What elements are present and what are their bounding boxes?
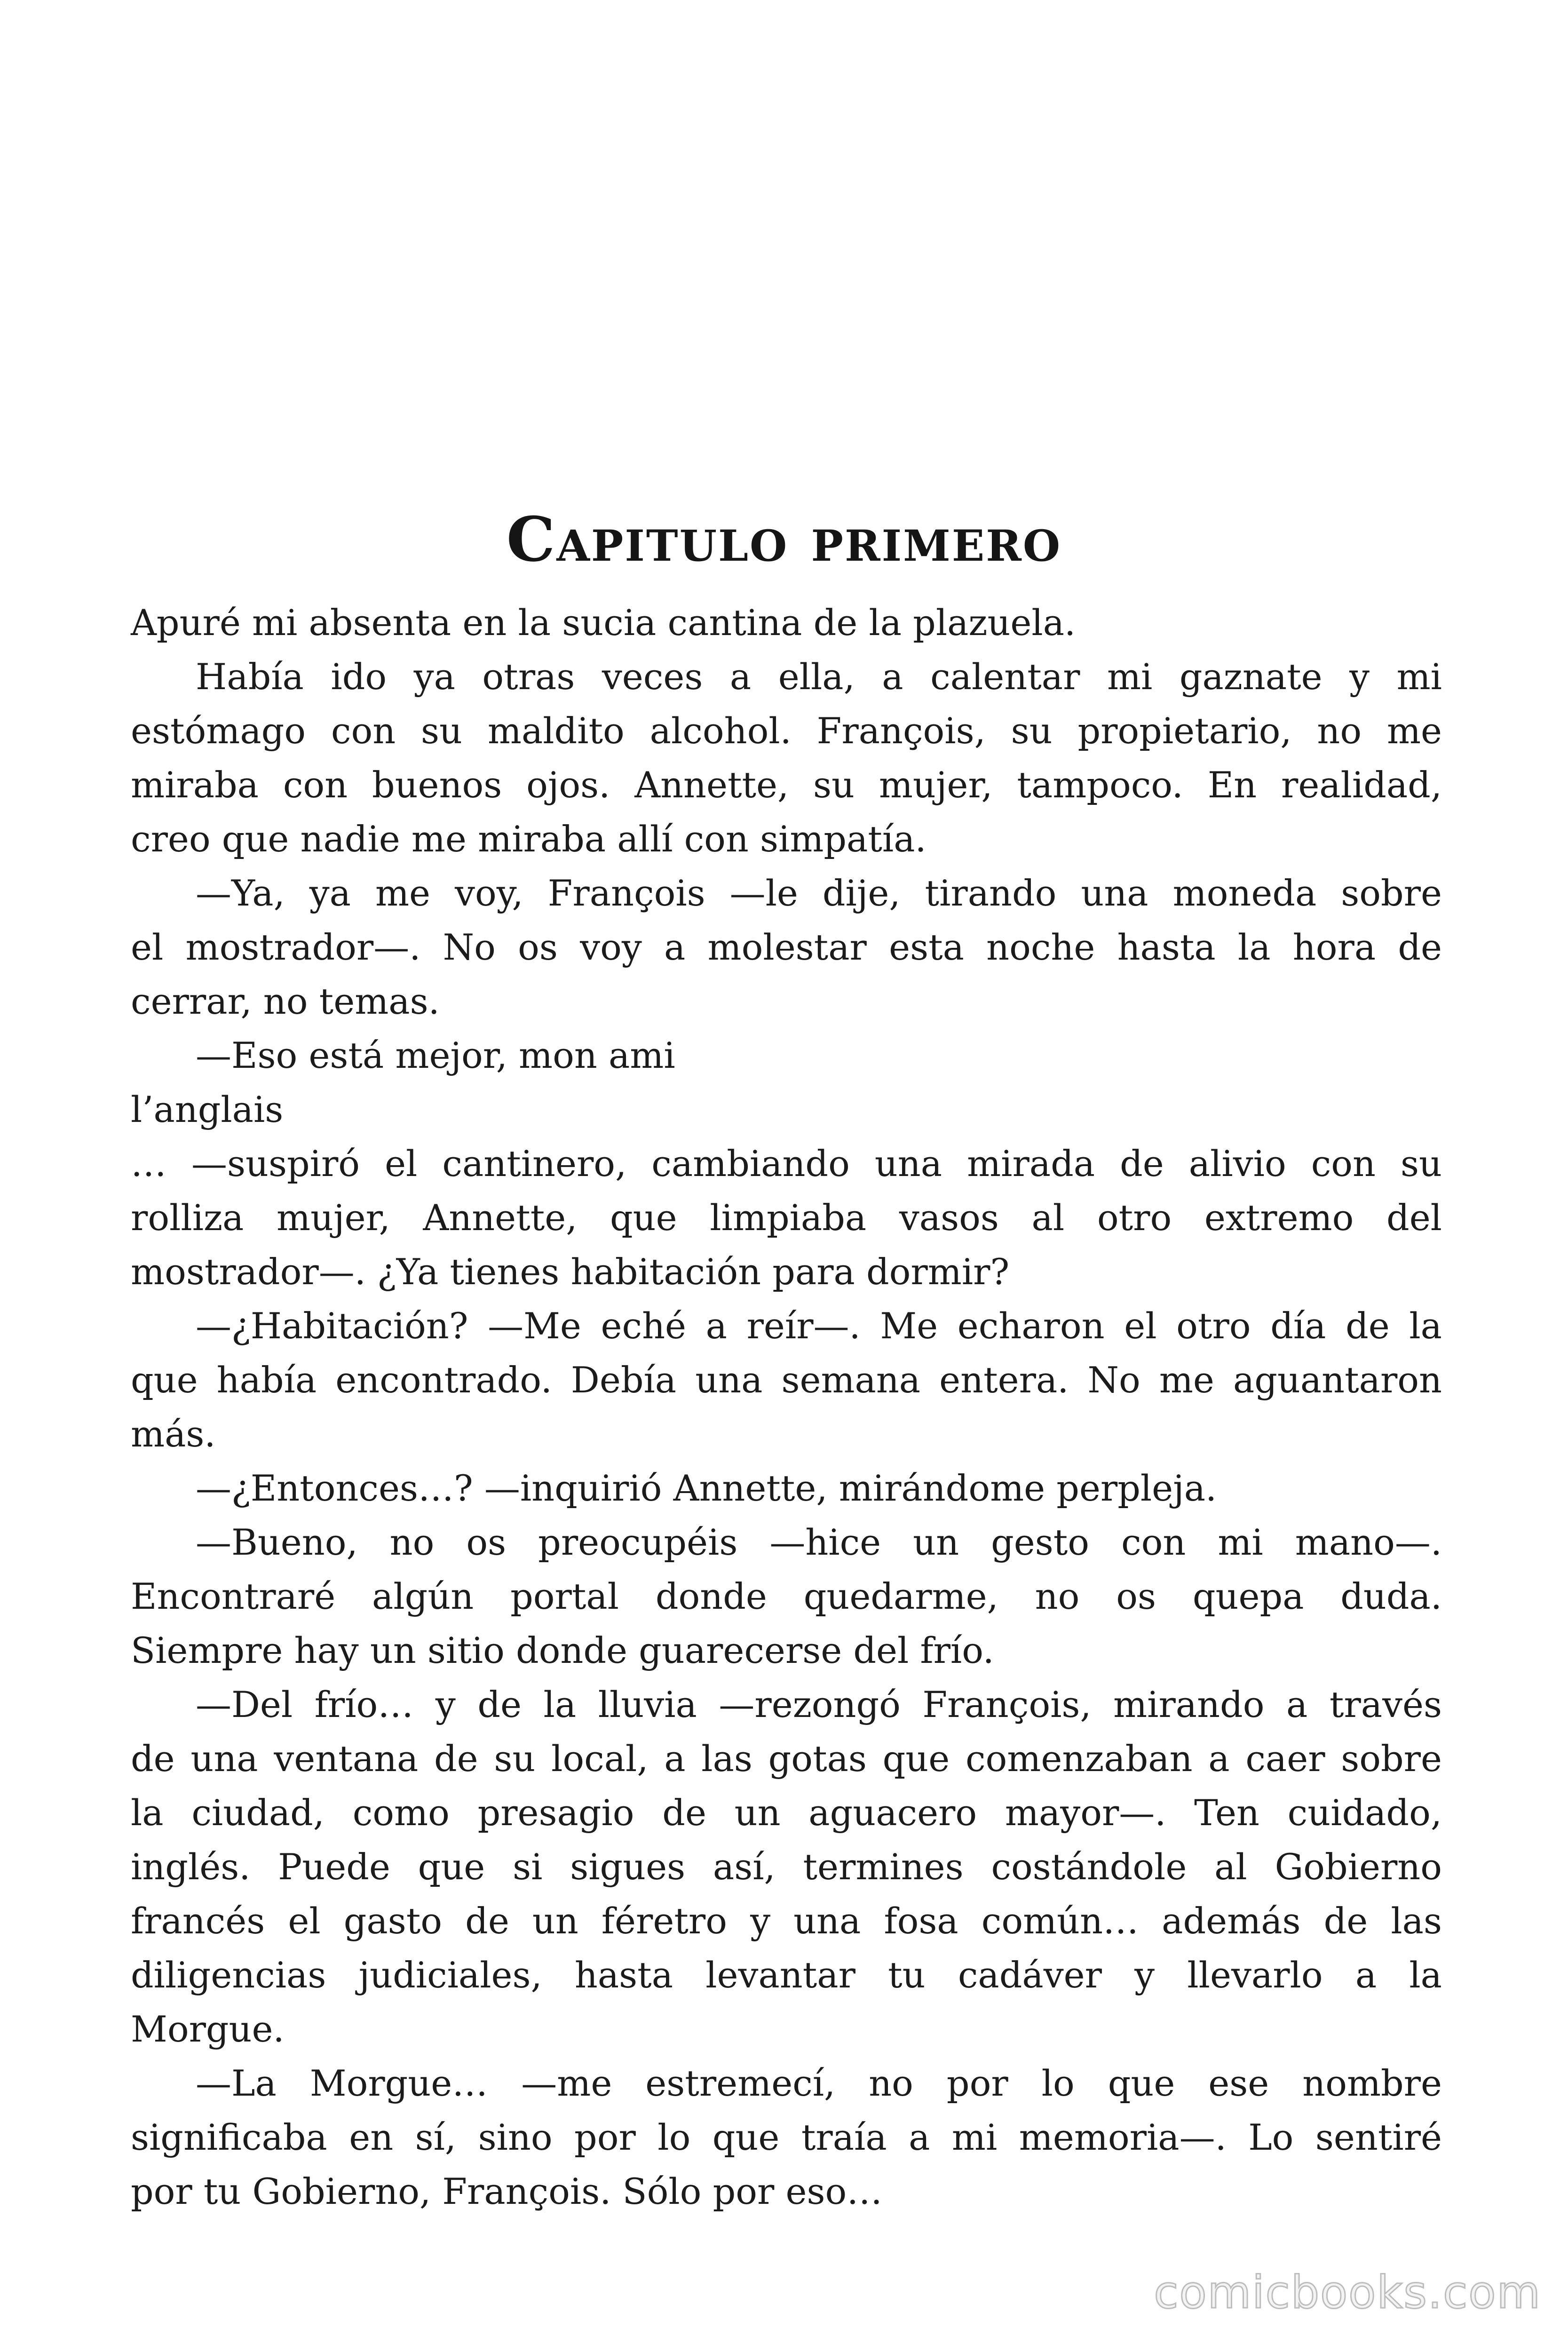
text-line: —¿Habitación? —Me eché a reír—. Me echaron el otro día de la [196, 1305, 1442, 1347]
paragraph [131, 1461, 1442, 1515]
text-line: francés el gasto de un féretro y una fosa común… además de las [131, 1900, 1442, 1942]
text-line: inglés. Puede que si sigues así, termines costándole al Gobierno [131, 1846, 1442, 1888]
text-line: que había encontrado. Debía una semana entera. No me aguantaron [131, 1359, 1442, 1401]
text-line: —Ya, ya me voy, François —le dije, tirando una moneda sobre [196, 872, 1442, 914]
paragraph [131, 1515, 1442, 1677]
watermark-text: comicbooks.com [1154, 2267, 1541, 2319]
text-line: de una ventana de su local, a las gotas que comenzaban a caer sobre [131, 1738, 1442, 1780]
text-line: Apuré mi absenta en la sucia cantina de la plazuela. [131, 602, 1076, 644]
text-line: … —suspiró el cantinero, cambiando una mirada de alivio con su [131, 1143, 1442, 1184]
chapter-body [131, 596, 1442, 2218]
text-line: por tu Gobierno, François. Sólo por eso… [131, 2170, 883, 2212]
text-line: rolliza mujer, Annette, que limpiaba vasos al otro extremo del [131, 1197, 1442, 1239]
text-line: —Bueno, no os preocupéis —hice un gesto con mi mano—. [196, 1521, 1442, 1563]
text-line: l’anglais [131, 1089, 284, 1130]
text-line: Había ido ya otras veces a ella, a calentar mi gaznate y mi [196, 656, 1442, 698]
text-line: diligencias judiciales, hasta levantar tu cadáver y llevarlo a la [131, 1954, 1442, 1996]
text-line: Encontraré algún portal donde quedarme, no os quepa duda. [131, 1575, 1442, 1617]
text-line: más. [131, 1413, 216, 1455]
paragraph [131, 1028, 1442, 1299]
paragraph [131, 1299, 1442, 1461]
paragraph [131, 1677, 1442, 2056]
text-line: —La Morgue… —me estremecí, no por lo que ese nombre [196, 2062, 1442, 2104]
text-line: —Eso está mejor, mon ami [196, 1034, 675, 1076]
paragraph [131, 650, 1442, 866]
paragraph [131, 596, 1442, 650]
text-line: cerrar, no temas. [131, 980, 440, 1022]
text-line: —¿Entonces…? —inquirió Annette, mirándome perpleja. [196, 1467, 1217, 1509]
text-line: creo que nadie me miraba allí con simpatía. [131, 818, 927, 860]
text-line: Morgue. [131, 2008, 285, 2050]
chapter-title: Capitulo primero [506, 503, 1062, 576]
text-line: la ciudad, como presagio de un aguacero mayor—. Ten cuidado, [131, 1792, 1442, 1834]
text-line: estómago con su maldito alcohol. François, su propietario, no me [131, 710, 1442, 752]
paragraph [131, 866, 1442, 1028]
text-line: mostrador—. ¿Ya tienes habitación para dormir? [131, 1251, 1010, 1293]
text-line: significaba en sí, sino por lo que traía a mi memoria—. Lo sentiré [131, 2116, 1442, 2158]
text-line: el mostrador—. No os voy a molestar esta noche hasta la hora de [131, 926, 1442, 968]
text-line: —Del frío… y de la lluvia —rezongó François, mirando a través [196, 1684, 1442, 1725]
text-line: miraba con buenos ojos. Annette, su mujer, tampoco. En realidad, [131, 764, 1442, 806]
text-line: Siempre hay un sitio donde guarecerse del frío. [131, 1629, 994, 1671]
paragraph [131, 2056, 1442, 2218]
